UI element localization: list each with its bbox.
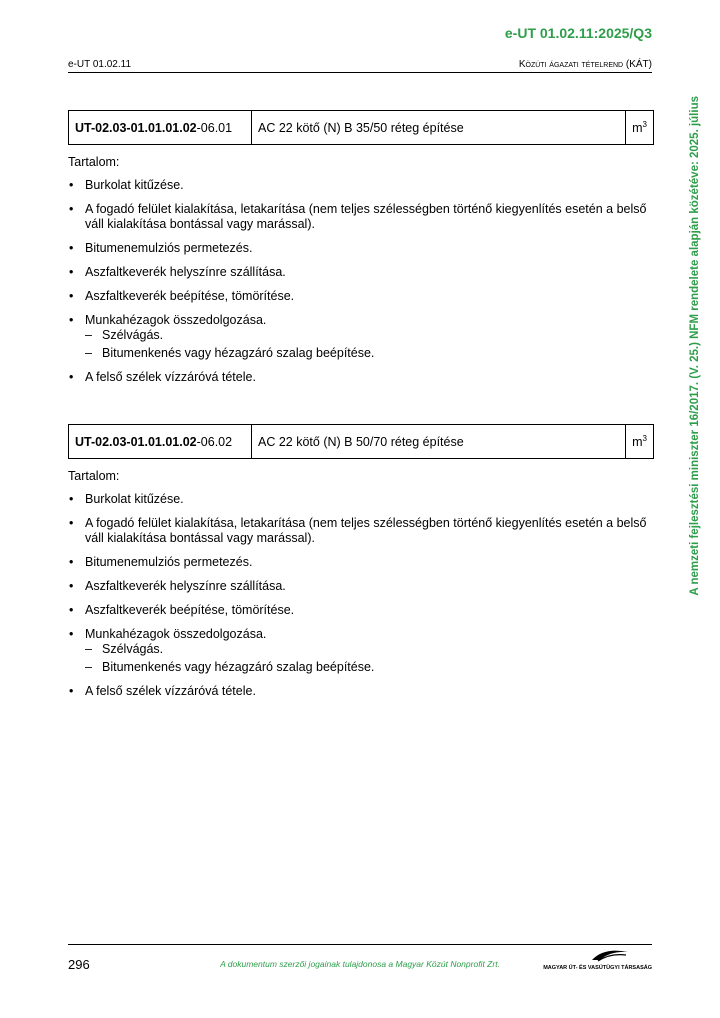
item-code: UT-02.03-01.01.01.02-06.01 [69, 111, 252, 145]
list-item: • Munkahézagok összedolgozása. – Szélvágás. – Bitumenkenés vagy hézagzáró szalag beépítése. [68, 627, 658, 675]
list-item: • A fogadó felület kialakítása, letakarítása (nem teljes szélességben történő kiegyenlítés esetén a belső váll kialakítása bontással vagy marással). [68, 516, 658, 546]
side-publication-note: A nemzeti fejlesztési miniszter 16/2017. (V. 25.) NFM rendelete alapján közétéve: 2025. július [689, 96, 701, 596]
list-item: • Aszfaltkeverék helyszínre szállítása. [68, 265, 658, 280]
item-unit: $m^3$ [626, 425, 654, 459]
list-item: • A felső szélek vízzáróvá tétele. [68, 684, 658, 699]
list-item: • Munkahézagok összedolgozása. – Szélvágás. – Bitumenkenés vagy hézagzáró szalag beépítése. [68, 313, 658, 361]
sub-list [85, 328, 658, 361]
list-item: • Burkolat kitűzése. [68, 178, 658, 193]
content-list [68, 178, 658, 385]
item-unit: $m^3$ [626, 111, 654, 145]
content-list [68, 492, 658, 699]
sub-list-item: – Bitumenkenés vagy hézagzáró szalag beépítése. [85, 346, 658, 361]
item-description: AC 22 kötő (N) B 35/50 réteg építése [252, 111, 626, 145]
sub-list-item: – Szélvágás. [85, 328, 658, 343]
list-item: • Aszfaltkeverék beépítése, tömörítése. [68, 603, 658, 618]
item-code: UT-02.03-01.01.01.02-06.02 [69, 425, 252, 459]
society-logo-icon [590, 949, 630, 963]
sub-list-item: – Bitumenkenés vagy hézagzáró szalag beépítése. [85, 660, 658, 675]
list-item: • Aszfaltkeverék helyszínre szállítása. [68, 579, 658, 594]
list-item: • Burkolat kitűzése. [68, 492, 658, 507]
content-block-1 [68, 155, 658, 394]
document-code: e-UT 01.02.11:2025/Q3 [504, 25, 652, 41]
page-number: 296 [68, 957, 90, 972]
item-table-2 [68, 424, 654, 459]
copyright-notice: A dokumentum szerzői jogainak tulajdonosa a Magyar Közút Nonprofit Zrt. [220, 959, 500, 969]
sub-list [85, 642, 658, 675]
item-table-1 [68, 110, 654, 145]
content-label: Tartalom: [68, 469, 120, 483]
society-logo-text: MAGYAR ÚT- ÉS VASÚTÜGYI TÁRSASÁG [543, 965, 652, 971]
society-logo [543, 949, 652, 971]
running-header [68, 59, 652, 73]
item-description: AC 22 kötő (N) B 50/70 réteg építése [252, 425, 626, 459]
header-right: Közúti ágazati tételrend (KÁT) [518, 59, 652, 70]
page-footer [68, 944, 652, 972]
list-item: • Bitumenemulziós permetezés. [68, 555, 658, 570]
list-item: • Bitumenemulziós permetezés. [68, 241, 658, 256]
header-left: e-UT 01.02.11 [68, 59, 132, 70]
content-block-2 [68, 469, 658, 708]
content-label: Tartalom: [68, 155, 120, 169]
list-item: • Aszfaltkeverék beépítése, tömörítése. [68, 289, 658, 304]
list-item: • A fogadó felület kialakítása, letakarítása (nem teljes szélességben történő kiegyenlítés esetén a belső váll kialakítása bontással vagy marással). [68, 202, 658, 232]
list-item: • A felső szélek vízzáróvá tétele. [68, 370, 658, 385]
sub-list-item: – Szélvágás. [85, 642, 658, 657]
